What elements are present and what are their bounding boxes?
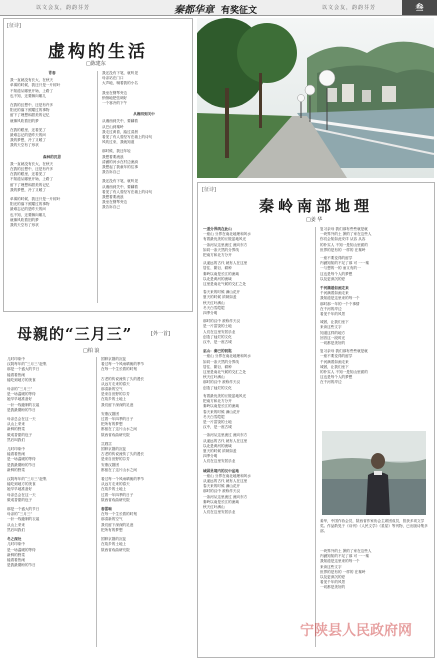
text-line: 夏天的时候 浓荫如盖 [203,295,237,300]
text-line: 世界的是有的 一样的 在秦岭 [320,569,366,574]
text-line: 我一直就没有长大，在秋天 [10,78,54,83]
text-line: 如同一条天然的分界线 [203,359,239,364]
text-line: 做成香甜的包子 [7,497,33,502]
text-line: 四季分明 [203,311,218,316]
text-line: 是我最期盼的节日 [7,563,36,568]
text-line: 我一直就没有长大，在秋天 [10,161,54,166]
text-line: 那时的汉中 被称作天汉 [203,319,241,324]
text-line: 秦岭以南是长江的流域 [203,271,239,276]
text-line: 汉阴每年的“三月三”赶集 [7,362,47,367]
text-line: 最难忘记的是昨天的问 [10,133,46,138]
text-line: 那清新的空气 [101,517,123,522]
text-line: 汉阴每年的“三月三”赶集 [7,477,47,482]
article-column-2 [101,357,187,553]
text-line: 在每一个生长着的时刻 [101,512,137,517]
text-line: 秋天红叶满山 [203,504,225,509]
text-line: 在我的幻想中，还是有许多 [10,167,54,172]
text-line: 复习亲母 我们那有些些就是就 [320,349,368,354]
subhead: 春雷响 [101,507,112,512]
text-line: 能吃到地方的美食 [7,377,36,382]
text-line: 一块界外的土 掀的了家在这些人 [320,549,372,553]
text-line: 安康汉剧团 [101,411,119,416]
text-line: 我想着要流浪 [102,154,124,159]
text-line: 的朴实人 不知一是知山里面的 [320,370,368,375]
text-line: 儿时印象中 [7,357,25,361]
text-line: 儿时印象中 [7,447,25,452]
text-line: 国粹京剧的沉淀 [101,447,127,452]
text-line: 从山上采来 [7,522,25,527]
text-line: 有着最优美的丘陵盆地风光 [203,393,247,398]
text-line: 安康汉剧团 [101,462,119,467]
text-line: 母亲的“三月三” [7,387,33,392]
text-line: 陕西省戏曲研究院 [101,547,130,552]
text-line: 母亲的“三月三” [7,512,33,517]
text-line: 看见了有人曾经写在墙上的诗句 [102,189,153,194]
text-line: 把所有的梦想 [101,422,123,427]
text-line: 从遥远的古代 就有人在这里 [203,261,248,266]
author-portrait-photo [322,431,426,515]
text-line: 我走过黄昏，踏过清晨 [102,129,138,134]
text-line: 陕西省戏曲研究院 [101,432,130,437]
text-line: 以及更深沉的爱 [320,276,346,281]
text-line: 千河满着如画走来 [320,359,349,364]
text-line: 我告诉自己 [102,170,120,175]
text-line: 我告诉自己 [102,205,120,210]
text-line: 从遥远的古代 就有人在这里 [203,438,248,443]
text-line: 世界的是有的 一样的 在秦岭 [320,247,366,252]
text-line: 一座不要变得的留学 [320,354,353,359]
text-line: 创造了灿烂的文化 [203,385,232,390]
text-line: 从遥远的古代 就有人在这里 [203,478,248,483]
subhead: 千河满着如画走来 [320,286,349,291]
header-column-name: 秦都华章 [174,5,214,16]
text-line: 能看看热闹 [7,452,25,457]
text-line: 母亲总会在这一天 [7,492,36,497]
text-line: 我们留下深深的足迹 [101,402,134,407]
text-line: 从湘西到关中，要翻着 [102,184,138,189]
text-line: 我的天空有了形状 [10,143,39,148]
text-line: 那是一个盛大的节日 [7,367,40,372]
text-line: 也不知，还要飘向哪儿 [10,212,46,217]
text-line: 国粹京剧的沉淀 [101,357,127,361]
text-line: 秋天红叶满山 [203,375,225,380]
text-line: 从巴山到秦岭 [102,124,124,129]
text-line: 城固，让我们坐下 [320,364,349,369]
header-left-slogan: 以文会友，韵韵芬芳 [36,5,91,11]
article-author: □柏 浪 [83,348,100,354]
text-line: 古老的传说流传了久的漫长 [101,376,145,381]
text-line: 然后叫我们 [7,527,25,532]
text-line: 秋天红叶满山 [203,300,225,305]
subhead: 森林的沉思 [43,154,61,159]
text-line: 我还没有下笔，就听见 [102,71,138,75]
text-line: 一针一线缝制的衣裳 [7,517,40,522]
text-line: 知道这样的地方 [320,330,346,335]
text-line: 我坐在钢琴旁边 [102,200,128,205]
article-column-2 [320,227,428,386]
text-line: 她早早地准备好 [7,397,33,402]
text-line: 在故乡的土地上 [101,542,127,547]
text-line: 那时的汉中 被称作天汉 [203,489,241,494]
text-line: 陕西省戏曲研究院 [101,497,130,502]
text-line: 不知道从哪里开始，上路了 [10,88,54,93]
text-line: 我知道是这里来的每一个 [320,296,360,301]
text-line: 从山上采来 [7,422,25,427]
text-line: 是一场温暖的等待 [7,457,36,462]
article-author: □陈建东 [86,61,106,67]
text-line: 古老的传说流传了久的漫长 [101,452,145,457]
title-suffix: [外一首] [151,331,170,337]
article-virtual-life [3,18,193,312]
text-line: 儿时印象中 [7,542,25,547]
text-line: 人们在这里安居乐业 [203,329,236,334]
text-line: 看过每一个风雨晴朗的季节 [101,477,145,482]
text-line: 夏天的时候 浓荫如盖 [203,448,237,453]
column-divider [97,71,98,303]
text-line: 内涵知知的不足了那 可 一一秦 [320,554,370,559]
text-line: 春天来的时候 满山花开 [203,409,241,414]
text-line: 不知道从哪里开始，上路了 [10,177,54,182]
text-line: 来读这些文字 [320,564,342,569]
text-line: 以北是黄河的流域 [203,276,232,281]
text-line: 这里是南北气候的交汇之处 [203,370,247,375]
text-line: 一座山 分界在南北地理和风水 [203,473,251,478]
article-column-1 [10,71,94,228]
text-line: 在每一个生长着的时刻 [101,367,137,372]
subhead: 城固县境内的汉中盆地 [203,468,239,473]
text-line: 以北是黄河的流域 [203,443,232,448]
text-line: 悄悄地把弦调好 [102,95,128,100]
text-line: 留下了理想和甜美的记忆 [10,113,50,118]
text-line: 那清新的空气 [101,387,123,392]
article-author: □姜 华 [306,217,323,223]
text-line: 一座不要变得的留学 [320,256,353,261]
text-line: 从远方走来的春天 [101,482,130,487]
text-line: 复习亲母 我们那有些些就是就 [320,227,368,231]
text-line: 清澈的河水在村边流淌 [102,159,138,164]
text-line: 新鲜的野菜 [7,467,25,472]
text-line: 汉中，是一座古城 [203,340,232,345]
text-line: 是我最期盼的节日 [7,462,36,467]
author-bio: 姜华，中国作协会员，陕西省作家协会主席团成员，曾获多项文学奖。作品散见于《诗刊》《人民文学》《星星》等刊物，已出版诗集多部。 [320,519,428,534]
subhead: 青春 [48,71,56,75]
text-line: 在故乡的土地上 [101,487,127,492]
text-line: 那时那一年的一个个事情 [320,301,360,306]
text-line: 能看看热闹 [7,557,25,562]
text-line: 是一场温暖的等待 [7,547,36,552]
text-line: 都留在了这片山水之间 [101,427,137,432]
text-line: 在我的眼里，还看见了 [10,172,46,177]
text-line: 的朴实人 不知一是知山里面的 [320,242,368,247]
text-line: 是一场温暖的等待 [7,392,36,397]
text-line: 我想起了我童年的往事 [102,165,138,170]
text-line: 能吃到地方的美食 [7,482,36,487]
site-watermark: 宁陕县人民政府网 [300,623,412,639]
title-quote: “三月三” [65,325,133,343]
subhead: 冬之深处 [7,537,22,542]
text-line: 一切都是美好的 [320,341,346,346]
text-line: 看见千年的风景 [320,312,346,317]
text-line: 阳光的落下照耀过的事物 [10,108,50,113]
text-line: 阳光的落下照耀过的事物 [10,202,50,207]
text-line: 母亲总会在这一天 [7,417,36,422]
text-line: 创造了灿烂的文化 [203,334,232,339]
page-header [0,0,437,16]
text-line: 以及更深沉的爱 [320,575,346,580]
text-line: 新鲜的野菜 [7,552,25,557]
text-line: 是我最期盼的节日 [7,407,36,412]
subhead: 巫山：秦巴的钥匙 [203,349,232,354]
article-tag: [征诗] [202,187,216,193]
text-line: 是一片富饶的土地 [203,419,232,424]
text-line: 一座山 分界在南北地理和风水 [203,354,251,359]
text-line: 留下了理想和甜美的记忆 [10,182,50,187]
text-line: 大声地，喊着我的小名 [102,81,138,86]
article-title [17,323,132,344]
text-line: 过着一年四季的日子 [101,417,134,422]
text-line: 有着最优美的丘陵盆地风光 [203,237,247,242]
column-divider [315,227,316,647]
text-line: 春天来的时候 满山花开 [203,484,241,489]
article-column-2 [102,71,186,211]
text-line: 单薄的时候，我还只是一片树叶 [10,197,61,202]
subhead: 一道分界线在此山 [203,227,232,231]
article-column-1 [7,357,93,568]
article-column-2-continued [320,549,428,591]
article-tag: [征诗] [7,23,21,29]
text-line: 把南方和北方分开 [203,253,232,258]
text-line: 汉中，是一座古城 [203,425,232,430]
text-line: 风吹过来，我就知道 [102,140,135,145]
text-line: 那是一个盛大的节日 [7,507,40,512]
text-line: 在故乡的土地上 [101,397,127,402]
text-line: 最难忘记的是昨天的问 [10,207,46,212]
river-walkway-image [197,18,434,178]
text-line: 是来自田野的芬芳 [101,392,130,397]
page-number: 叁 [402,0,437,15]
text-line: 把南方和北方分开 [203,399,232,404]
article-title: 虚构的生活 [48,42,148,62]
text-line: 一条河从这里流过 流向东方 [203,433,248,438]
subhead: 三月三 [101,441,112,446]
text-line: 秦岭以南是长江的流域 [203,404,239,409]
text-line: 人们在这里安居乐业 [203,510,236,515]
text-line: 内涵知知的不足了那 可 一一秦 [320,261,370,266]
text-line: 从远方走来的春天 [101,381,130,386]
text-line: 来读这些文字 [320,325,342,330]
text-line: 在千河的岸边 [320,306,342,311]
text-line: 冬天白雪皑皑 [203,414,225,419]
text-line: 人们在这里安居乐业 [203,459,236,464]
text-line: 城固，让我们坐下 [320,320,349,325]
text-line: 我的梦想，冷了又暖了 [10,138,46,143]
text-line: 如同一条天然的分界线 [203,247,239,252]
text-line: 我的天空有了形状 [10,223,39,228]
text-line: 都留在了这片山水之间 [101,467,137,472]
article-mothers-march-third [3,313,191,657]
text-line: 然后叫我们 [7,437,25,442]
text-line: 能看看热闹 [7,372,25,377]
text-line: 一条河从这里流过 流向东方 [203,494,248,499]
text-line: 居住、繁衍、耕种 [203,364,232,369]
text-line: 过着一年四季的日子 [101,492,134,497]
article-column-1 [203,227,311,515]
text-line: 这也是每个人的梦想 [320,271,353,276]
text-line: 一条河从这里流过 流向东方 [203,242,248,247]
article-title: 秦岭南部地理 [258,197,373,215]
title-prefix: 母親的 [17,325,66,343]
text-line: 国粹京剧的沉淀 [101,537,127,542]
text-line: 我知道是这里来的每一个 [320,559,360,564]
text-line: 我想着要流浪 [102,195,124,200]
text-line: 居住、繁衍、耕种 [203,266,232,271]
text-line: 看见千年的风景 [320,580,346,585]
landscape-photo [197,18,434,178]
text-line: 那时的汉中 被称作天汉 [203,380,241,385]
text-line: 就像风吹着旧的梦 [10,118,39,123]
text-line: 看见了有人曾经写在墙上的诗句 [102,135,153,140]
text-line: 把所有的梦想 [101,527,123,532]
text-line: 是来自田野的芬芳 [101,457,130,462]
text-line: 那时候，我还年轻 [102,149,131,154]
text-line: 在千河的岸边 [320,380,342,385]
text-line: 也不知，还要飘向哪儿 [10,93,46,98]
text-line: 看过每一个风雨晴朗的季节 [101,362,145,367]
header-section-name: 有奖征文 [221,6,258,16]
text-line: 从湘西到关中，要翻着 [102,119,138,124]
text-line: 我坐在钢琴旁边 [102,90,128,95]
text-line: 我们留下深深的足迹 [101,522,134,527]
text-line: 做成香甜的包子 [7,432,33,437]
text-line: 春天来的时候 满山花开 [203,290,241,295]
text-line: 新鲜的野菜 [7,427,25,432]
text-line: 一切都是美好的 [320,585,346,590]
text-line: 母亲站在门口 [102,76,124,81]
text-line: 一个寒冷的下午 [102,101,128,106]
author-portrait-image [322,431,426,515]
text-line: 我还没有下笔，就听见 [102,179,138,184]
text-line: 一块界外的土 掀的了家在这些人 [320,232,372,237]
text-line: 你们会知如此安详 从容 从容 [320,237,366,242]
text-line: 一针一线缝制的衣裳 [7,402,40,407]
text-line: 在我的眼里，还看见了 [10,127,46,132]
text-line: 一座山 分界在南北地理和风水 [203,232,251,237]
article-south-qinling-geography [197,182,435,658]
text-line: 千河满着如画走来 [320,291,349,296]
text-line: 是一片富饶的土地 [203,324,232,329]
header-right-slogan: 以文会友，韵韵芬芳 [322,5,377,11]
text-line: 这里是南北气候的交汇之处 [203,282,247,287]
text-line: 这也是每个人的梦想 [320,375,353,380]
column-divider [96,357,97,647]
text-line: 单薄的时候，我还只是一片树叶 [10,83,61,88]
text-line: 回首这一段时光 [320,335,346,340]
text-line: 在我的幻想中，还是有许多 [10,103,54,108]
subhead: 从湘西到关中 [133,112,155,117]
text-line: 冬天白雪皑皑 [203,305,225,310]
text-line: 一与想的一的 而又有的一 [320,266,361,271]
text-line: 四季分明 [203,454,218,459]
text-line: 秦岭以南是长江的流域 [203,499,239,504]
text-line: 我的梦想，冷了又暖了 [10,187,46,192]
text-line: 就像风吹着旧的梦 [10,217,39,222]
text-line: 她早早地准备好 [7,487,33,492]
